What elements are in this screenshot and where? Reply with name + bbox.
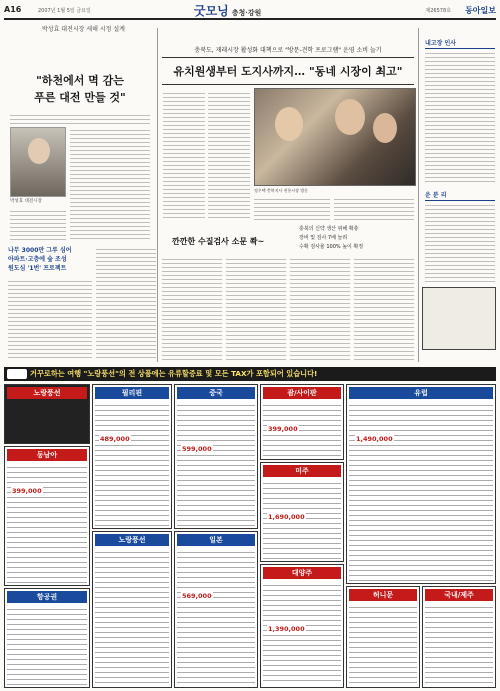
second-article-headline: 깐깐한 수질검사 소문 쫙~ xyxy=(172,237,265,246)
ad-price: 569,000 xyxy=(182,592,212,600)
ad-title: 허니문 xyxy=(349,589,417,601)
right-column-text xyxy=(425,50,495,185)
publish-date: 2007년 1월 5일 금요일 xyxy=(38,8,91,14)
ad-price: 1,690,000 xyxy=(268,513,305,521)
ad-block[interactable] xyxy=(4,446,90,586)
left-article-highlight-box: 나무 3000만 그루 심어 아파트·고층에 숲 조성 원도심 '1번' 프로젝트 xyxy=(8,247,72,272)
second-article-subheads: 충북의 신약 생산 위해 확충 장비 및 검사 7배 늘려 수확 검사율 100% 높이 확정 xyxy=(299,226,364,250)
top-article-body-text xyxy=(334,196,414,220)
left-article-photo-caption: 박성효 대전시장 xyxy=(10,199,42,204)
balloon-logo-icon xyxy=(7,369,27,379)
left-article-kicker: 박성효 대전시장 새해 시정 설계 xyxy=(42,26,125,33)
page-header xyxy=(4,2,496,20)
right-column-ad-box xyxy=(422,287,496,350)
ad-block[interactable] xyxy=(260,564,344,688)
left-article-body-text xyxy=(70,127,150,239)
ad-block[interactable] xyxy=(346,586,420,688)
ad-block[interactable] xyxy=(92,531,172,688)
page-number: A16 xyxy=(4,5,22,14)
top-article-body-text xyxy=(254,196,330,220)
left-article-body-text xyxy=(10,112,150,126)
ad-title: 노랑풍선 xyxy=(95,534,169,546)
top-article-body-text xyxy=(163,90,205,220)
ad-block[interactable] xyxy=(260,384,344,460)
right-column-text xyxy=(425,202,495,282)
ad-title: 노랑풍선 xyxy=(7,387,87,399)
ad-block[interactable] xyxy=(260,462,344,562)
left-article-headline: "하천에서 멱 감는 푸른 대전 만들 것" xyxy=(34,74,126,104)
ad-price: 399,000 xyxy=(268,425,298,433)
second-article-body-text xyxy=(162,256,222,360)
right-section-title-2: 운 분 리 xyxy=(425,190,495,201)
ad-title: 동남아 xyxy=(7,449,87,461)
left-article-body-text xyxy=(10,208,66,240)
ad-block[interactable] xyxy=(346,384,496,584)
ad-price: 599,000 xyxy=(182,445,212,453)
top-article-photo xyxy=(254,88,416,186)
ad-price: 1,390,000 xyxy=(268,625,305,633)
ad-title: 대양주 xyxy=(263,567,341,579)
column-divider xyxy=(418,28,419,362)
ad-block[interactable] xyxy=(422,586,496,688)
ad-title: 일본 xyxy=(177,534,255,546)
ad-price: 399,000 xyxy=(12,487,42,495)
second-article-body-text xyxy=(290,256,350,360)
ad-block[interactable] xyxy=(174,531,258,688)
ad-block[interactable] xyxy=(92,384,172,529)
ad-block[interactable] xyxy=(4,384,90,444)
ad-block[interactable] xyxy=(4,588,90,688)
newspaper-brand: 동아일보 xyxy=(465,5,496,15)
top-article-headline: 유치원생부터 도지사까지… "동네 시장이 최고" xyxy=(173,65,403,78)
left-article-body-text xyxy=(8,278,92,358)
ad-title: 괌/사이판 xyxy=(263,387,341,399)
second-article-body-text xyxy=(226,256,286,360)
section-region: 충청·강원 xyxy=(231,8,262,17)
section-title: 굿모닝 충청·강원 xyxy=(194,4,262,18)
top-article-body-text xyxy=(208,90,250,220)
column-divider xyxy=(157,28,158,362)
issue-number: 제26578호 xyxy=(425,8,451,14)
ad-title: 미주 xyxy=(263,465,341,477)
top-article-photo-caption: 정우택 충북지사 전통시장 방문 xyxy=(254,188,309,193)
ad-title: 국내/제주 xyxy=(425,589,493,601)
ad-title: 항공권 xyxy=(7,591,87,603)
ad-block[interactable] xyxy=(174,384,258,529)
second-article-body-text xyxy=(354,256,414,360)
ad-title: 중국 xyxy=(177,387,255,399)
ad-title: 유럽 xyxy=(349,387,493,399)
ad-price: 489,000 xyxy=(100,435,130,443)
top-article-kicker: 충북도, 재래시장 활성화 대책으로 "방문-견학 프로그램" 운영 소비 늘기 xyxy=(194,47,382,54)
left-article-photo xyxy=(10,127,66,197)
ad-banner-text: 거꾸로하는 여행 "노랑풍선"의 전 상품에는 유류할증료 및 모든 TAX가 포함되어 있습니다! xyxy=(30,369,318,378)
left-article-body-text xyxy=(96,246,156,358)
ad-banner[interactable] xyxy=(4,367,496,381)
ad-price: 1,490,000 xyxy=(356,435,393,443)
ad-title: 필리핀 xyxy=(95,387,169,399)
right-section-title: 내고장 인사 xyxy=(425,38,495,49)
